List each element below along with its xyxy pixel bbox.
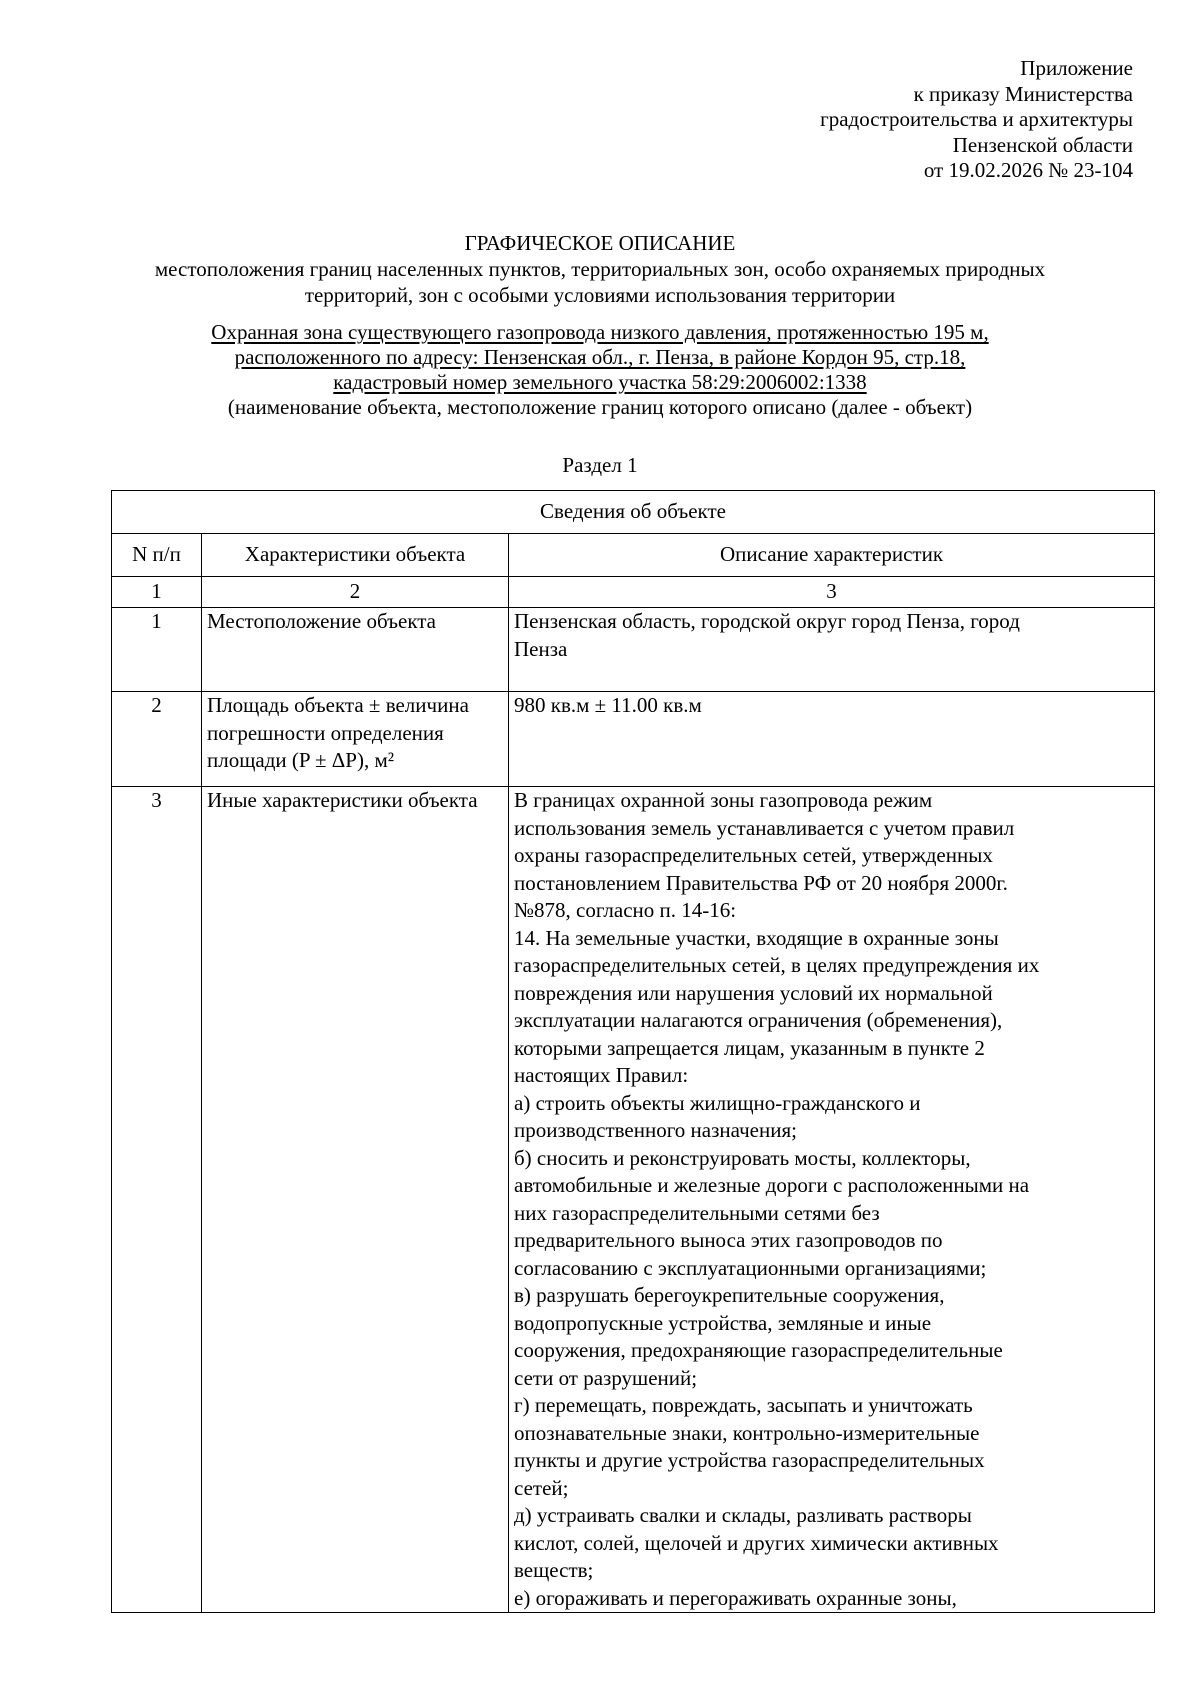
object-info-table	[111, 490, 1155, 1613]
object-name-line: кадастровый номер земельного участка 58:29:2006002:1338	[333, 370, 867, 394]
row-num: 2	[112, 692, 202, 787]
description-line: настоящих Правил:	[514, 1063, 689, 1087]
description-line: охраны газораспределительных сетей, утвержденных	[514, 843, 993, 867]
table-row	[112, 608, 1155, 692]
description-line: производственного назначения;	[514, 1118, 797, 1142]
document-subtitle: территорий, зон с особыми условиями использования территории	[304, 283, 896, 307]
description-line: сети от разрушений;	[514, 1365, 698, 1390]
description-line: Пенза	[514, 636, 568, 661]
description-line: г) перемещать, повреждать, засыпать и уничтожать	[514, 1393, 973, 1417]
description-line: е) огораживать и перегораживать охранные зоны,	[514, 1585, 957, 1610]
column-number: 1	[112, 577, 202, 608]
description-line: В границах охранной зоны газопровода режим	[514, 788, 933, 812]
characteristic-line: погрешности определения	[207, 720, 444, 745]
table-row	[112, 692, 1155, 787]
description-line: опознавательные знаки, контрольно-измерительные	[514, 1420, 980, 1445]
description-line: автомобильные и железные дороги с расположенными на	[514, 1173, 1030, 1197]
object-name-caption: (наименование объекта, местоположение границ которого описано (далее - объект)	[227, 395, 973, 419]
column-number: 2	[202, 577, 509, 608]
description-line: 980 кв.м ± 11.00 кв.м	[514, 693, 702, 717]
description-line: водопропускные устройства, земляные и иные	[514, 1310, 932, 1335]
description-line: кислот, солей, щелочей и других химически активных	[514, 1530, 999, 1555]
description-line: предварительного выноса этих газопроводов по	[514, 1228, 943, 1252]
appendix-line: Пензенской области	[952, 132, 1133, 157]
description-line: которыми запрещается лицам, указанным в пункте 2	[514, 1035, 985, 1060]
row-description	[509, 608, 1155, 692]
description-line: повреждения или нарушения условий их нормальной	[514, 980, 993, 1005]
description-line: эксплуатации налагаются ограничения (обременения),	[514, 1008, 1003, 1032]
characteristic-line: площади (P ± ΔP), м²	[207, 748, 395, 772]
header-characteristics: Характеристики объекта	[202, 534, 509, 577]
description-line: газораспределительных сетей, в целях предупреждения их	[514, 953, 1040, 977]
column-number: 3	[509, 577, 1155, 608]
description-line: сооружения, предохраняющие газораспределительные	[514, 1338, 1003, 1362]
appendix-line: к приказу Министерства	[913, 81, 1133, 106]
header-description: Описание характеристик	[509, 534, 1155, 577]
description-line: сетей;	[514, 1475, 569, 1500]
header-num: N п/п	[112, 534, 202, 577]
description-line: веществ;	[514, 1558, 594, 1582]
appendix-line: градостроительства и архитектуры	[820, 107, 1133, 131]
description-line: 14. На земельные участки, входящие в охранные зоны	[514, 925, 999, 950]
description-line: д) устраивать свалки и склады, разливать растворы	[514, 1503, 972, 1527]
row-num: 3	[112, 787, 202, 1613]
table-caption: Сведения об объекте	[112, 491, 1155, 534]
row-characteristic	[202, 692, 509, 787]
description-line: №878, согласно п. 14-16:	[514, 898, 737, 922]
row-characteristic: Иные характеристики объекта	[202, 787, 509, 1613]
row-num: 1	[112, 608, 202, 692]
description-line: Пензенская область, городской округ город Пенза, город	[514, 609, 1020, 633]
appendix-order-date: от 19.02.2026 № 23-104	[923, 158, 1133, 182]
appendix-header	[820, 56, 1133, 184]
object-name-line: расположенного по адресу: Пензенская обл., г. Пенза, в районе Кордон 95, стр.18,	[234, 345, 966, 369]
description-line: в) разрушать берегоукрепительные сооружения,	[514, 1283, 945, 1307]
characteristic-line: Площадь объекта ± величина	[207, 693, 469, 717]
row-description	[509, 692, 1155, 787]
object-name-line: Охранная зона существующего газопровода низкого давления, протяженностью 195 м,	[211, 320, 989, 344]
document-subtitle: местоположения границ населенных пунктов, территориальных зон, особо охраняемых природных	[154, 257, 1046, 281]
row-characteristic: Местоположение объекта	[202, 608, 509, 692]
row-description	[509, 787, 1155, 1613]
title-block	[100, 230, 1100, 420]
description-line: постановлением Правительства РФ от 20 ноября 2000г.	[514, 870, 1008, 895]
description-line: согласованию с эксплуатационными организациями;	[514, 1255, 987, 1280]
description-line: использования земель устанавливается с учетом правил	[514, 815, 1015, 840]
description-line: них газораспределительными сетями без	[514, 1200, 880, 1225]
object-name	[100, 320, 1100, 420]
section-label: Раздел 1	[562, 453, 638, 477]
description-line: пункты и другие устройства газораспределительных	[514, 1448, 985, 1472]
description-line: а) строить объекты жилищно-гражданского и	[514, 1090, 921, 1115]
appendix-line: Приложение	[1020, 56, 1133, 80]
document-title: ГРАФИЧЕСКОЕ ОПИСАНИЕ	[464, 231, 736, 255]
description-line: б) сносить и реконструировать мосты, коллекторы,	[514, 1145, 971, 1170]
table-row	[112, 787, 1155, 1613]
